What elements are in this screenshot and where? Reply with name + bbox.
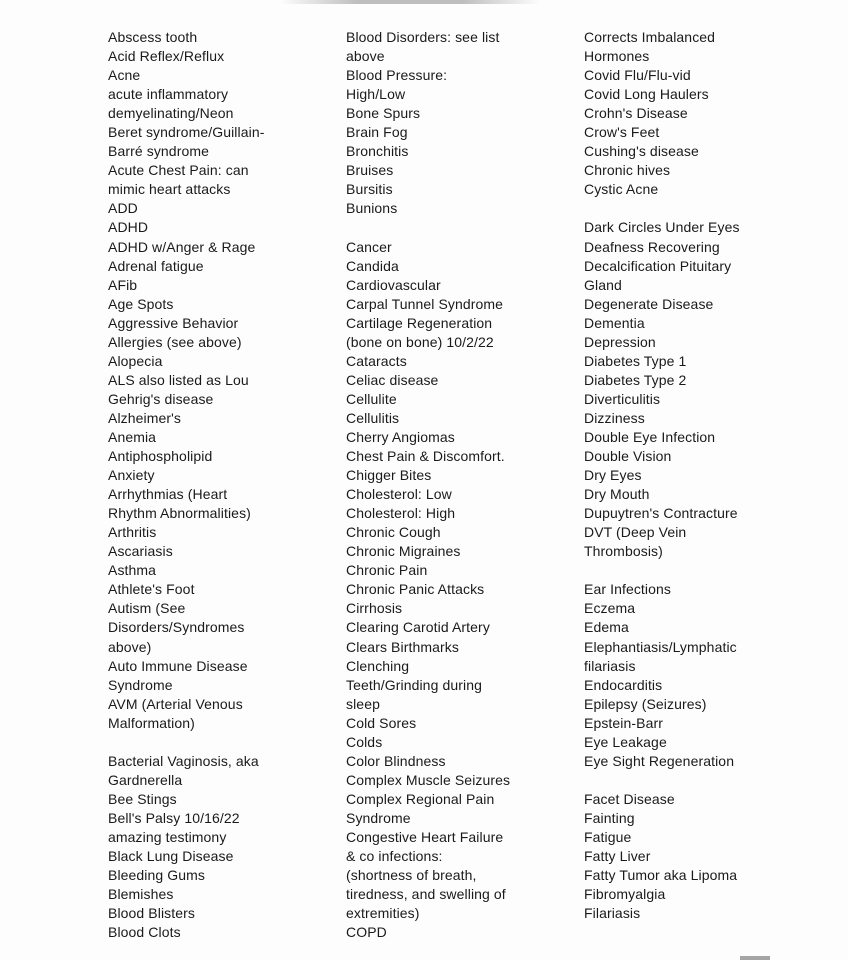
- condition-list-item: Chronic hives: [584, 162, 671, 179]
- condition-list-item: Cushing's disease: [584, 143, 699, 160]
- condition-list-item: Rhythm Abnormalities): [108, 505, 251, 522]
- condition-list-item: Syndrome: [346, 809, 411, 826]
- condition-list-item: Auto Immune Disease: [108, 657, 248, 674]
- condition-list-item: Cholesterol: High: [346, 505, 456, 522]
- condition-list-item: Anxiety: [108, 467, 155, 484]
- condition-list-item: AVM (Arterial Venous: [108, 695, 243, 712]
- condition-list-item: Malformation): [108, 714, 195, 731]
- condition-list-item: Clears Birthmarks: [346, 638, 459, 655]
- section-spacer: [584, 771, 824, 790]
- condition-list-item: Corrects Imbalanced: [584, 29, 716, 45]
- condition-list-item: extremities): [346, 905, 420, 922]
- condition-list-item: Cherry Angiomas: [346, 428, 455, 445]
- condition-list-item: Dark Circles Under Eyes: [584, 219, 740, 236]
- condition-list-item: Bruises: [346, 162, 394, 179]
- condition-list-item: Cellulitis: [346, 409, 400, 426]
- condition-list-item: Colds: [346, 733, 383, 750]
- condition-list-item: Bursitis: [346, 181, 393, 198]
- condition-list-item: Hormones: [584, 48, 650, 65]
- condition-list-item: Edema: [584, 619, 629, 636]
- condition-list-item: ALS also listed as Lou: [108, 371, 249, 388]
- condition-list-item: Cataracts: [346, 352, 407, 369]
- condition-list-item: Dry Eyes: [584, 467, 642, 484]
- condition-list-item: Fatty Tumor aka Lipoma: [584, 867, 738, 884]
- condition-list-item: Alopecia: [108, 352, 163, 369]
- condition-list-item: (bone on bone) 10/2/22: [346, 333, 494, 350]
- condition-list-item: Bone Spurs: [346, 105, 421, 122]
- column-b-list: [346, 28, 561, 942]
- condition-list-item: Bell's Palsy 10/16/22: [108, 809, 240, 826]
- condition-list-item: Endocarditis: [584, 676, 663, 693]
- condition-list-item: demyelinating/Neon: [108, 105, 234, 122]
- condition-list-item: Disorders/Syndromes: [108, 619, 245, 636]
- condition-list-item: AFib: [108, 276, 138, 293]
- condition-list-item: Bacterial Vaginosis, aka: [108, 752, 259, 769]
- condition-list-item: High/Low: [346, 86, 406, 103]
- condition-list-item: Clearing Carotid Artery: [346, 619, 490, 636]
- condition-list-item: Athlete's Foot: [108, 581, 195, 598]
- scan-edge-mark: [280, 0, 540, 4]
- condition-list-item: Beret syndrome/Guillain-: [108, 124, 265, 141]
- condition-list-item: Ear Infections: [584, 581, 671, 598]
- condition-list-item: Arrhythmias (Heart: [108, 486, 228, 503]
- condition-list-item: Dizziness: [584, 409, 645, 426]
- section-spacer: [108, 733, 318, 752]
- condition-list-item: Candida: [346, 257, 399, 274]
- condition-list-item: Acute Chest Pain: can: [108, 162, 249, 179]
- condition-list-item: Cellulite: [346, 390, 397, 407]
- condition-list-item: Adrenal fatigue: [108, 257, 204, 274]
- condition-list-item: Gardnerella: [108, 771, 183, 788]
- condition-list-item: Acne: [108, 67, 141, 84]
- condition-list-item: Dry Mouth: [584, 486, 650, 503]
- condition-list-item: Aggressive Behavior: [108, 314, 239, 331]
- section-spacer: [584, 199, 824, 218]
- condition-list-item: Double Eye Infection: [584, 428, 716, 445]
- condition-list-item: Chest Pain & Discomfort.: [346, 448, 505, 465]
- condition-list-item: Brain Fog: [346, 124, 408, 141]
- condition-list-item: ADHD w/Anger & Rage: [108, 238, 256, 255]
- condition-list-item: DVT (Deep Vein: [584, 524, 687, 541]
- condition-list-item: Bleeding Gums: [108, 867, 206, 884]
- condition-list-item: Cardiovascular: [346, 276, 441, 293]
- condition-list-item: mimic heart attacks: [108, 181, 231, 198]
- condition-list-item: sleep: [346, 695, 380, 712]
- condition-list-item: Double Vision: [584, 448, 672, 465]
- condition-list-item: Depression: [584, 333, 656, 350]
- condition-list-item: Chronic Migraines: [346, 543, 461, 560]
- condition-list-item: Color Blindness: [346, 752, 446, 769]
- condition-list-item: Allergies (see above): [108, 333, 242, 350]
- condition-list-item: COPD: [346, 924, 387, 941]
- condition-list-item: Crohn's Disease: [584, 105, 688, 122]
- condition-list-item: Teeth/Grinding during: [346, 676, 482, 693]
- condition-list-item: Cholesterol: Low: [346, 486, 452, 503]
- condition-list-item: above): [108, 638, 152, 655]
- condition-list-item: Arthritis: [108, 524, 157, 541]
- condition-list-item: Fatty Liver: [584, 848, 651, 865]
- condition-list-item: Filariasis: [584, 905, 641, 922]
- condition-list-item: Eczema: [584, 600, 636, 617]
- condition-list-item: amazing testimony: [108, 828, 227, 845]
- condition-list-item: Diabetes Type 2: [584, 371, 687, 388]
- condition-list-item: ADHD: [108, 219, 149, 236]
- condition-list-item: Cartilage Regeneration: [346, 314, 493, 331]
- condition-list-item: Epilepsy (Seizures): [584, 695, 707, 712]
- condition-list-item: Blood Clots: [108, 924, 181, 941]
- condition-list-item: Antiphospholipid: [108, 448, 213, 465]
- condition-list-item: Abscess tooth: [108, 29, 198, 45]
- condition-list-item: Congestive Heart Failure: [346, 828, 504, 845]
- condition-list-item: Autism (See: [108, 600, 186, 617]
- condition-list-item: Acid Reflex/Reflux: [108, 48, 225, 65]
- condition-list-item: Clenching: [346, 657, 410, 674]
- condition-list-item: Asthma: [108, 562, 157, 579]
- condition-list-item: & co infections:: [346, 848, 443, 865]
- condition-list-item: Elephantiasis/Lymphatic: [584, 638, 737, 655]
- condition-list-item: Cirrhosis: [346, 600, 403, 617]
- condition-list-item: Alzheimer's: [108, 409, 182, 426]
- condition-list-item: Anemia: [108, 428, 157, 445]
- condition-list-item: Chronic Pain: [346, 562, 428, 579]
- condition-list-item: Age Spots: [108, 295, 174, 312]
- condition-list-item: Black Lung Disease: [108, 848, 234, 865]
- condition-list-item: Blood Pressure:: [346, 67, 448, 84]
- condition-list-item: Decalcification Pituitary: [584, 257, 732, 274]
- condition-list-item: tiredness, and swelling of: [346, 886, 506, 903]
- condition-list-item: Cancer: [346, 238, 392, 255]
- condition-list-item: Crow's Feet: [584, 124, 660, 141]
- condition-list-item: Diabetes Type 1: [584, 352, 687, 369]
- condition-list-item: Epstein-Barr: [584, 714, 664, 731]
- condition-list-item: Eye Sight Regeneration: [584, 752, 735, 769]
- scan-edge-mark-bottom: [740, 956, 770, 960]
- condition-list-item: Cold Sores: [346, 714, 417, 731]
- condition-list-item: Blemishes: [108, 886, 174, 903]
- condition-list-item: (shortness of breath,: [346, 867, 477, 884]
- condition-list-item: Complex Regional Pain: [346, 790, 495, 807]
- condition-list-item: Thrombosis): [584, 543, 663, 560]
- condition-list-item: Fatigue: [584, 828, 632, 845]
- condition-list-item: Deafness Recovering: [584, 238, 720, 255]
- condition-list-item: Covid Flu/Flu-vid: [584, 67, 691, 84]
- condition-list-item: Barré syndrome: [108, 143, 209, 160]
- condition-list-item: Blood Disorders: see list: [346, 29, 500, 45]
- condition-list-item: Ascariasis: [108, 543, 173, 560]
- condition-list-item: filariasis: [584, 657, 636, 674]
- section-spacer: [584, 561, 824, 580]
- condition-list-item: Carpal Tunnel Syndrome: [346, 295, 504, 312]
- condition-list-item: Cystic Acne: [584, 181, 659, 198]
- condition-list-item: Dupuytren's Contracture: [584, 505, 738, 522]
- condition-list-item: Diverticulitis: [584, 390, 661, 407]
- section-spacer: [346, 218, 561, 237]
- condition-list-item: Chigger Bites: [346, 467, 432, 484]
- condition-list-item: Bronchitis: [346, 143, 409, 160]
- condition-list-item: Facet Disease: [584, 790, 675, 807]
- column-c-list: [584, 28, 824, 923]
- condition-list-item: Fibromyalgia: [584, 886, 666, 903]
- condition-list-item: Gehrig's disease: [108, 390, 214, 407]
- condition-list-item: Blood Blisters: [108, 905, 195, 922]
- condition-list-item: Syndrome: [108, 676, 173, 693]
- condition-list-item: acute inflammatory: [108, 86, 229, 103]
- condition-list-item: Bee Stings: [108, 790, 177, 807]
- condition-list-item: Complex Muscle Seizures: [346, 771, 511, 788]
- condition-list-item: Celiac disease: [346, 371, 439, 388]
- condition-list-item: Eye Leakage: [584, 733, 667, 750]
- condition-list-item: Degenerate Disease: [584, 295, 714, 312]
- condition-list-item: Bunions: [346, 200, 398, 217]
- condition-list-item: Chronic Cough: [346, 524, 441, 541]
- condition-list-item: Covid Long Haulers: [584, 86, 709, 103]
- condition-list-item: ADD: [108, 200, 138, 217]
- condition-list-item: Chronic Panic Attacks: [346, 581, 485, 598]
- column-a-list: [108, 28, 318, 942]
- condition-list-item: Fainting: [584, 809, 635, 826]
- condition-list-item: above: [346, 48, 385, 65]
- condition-list-item: Dementia: [584, 314, 645, 331]
- condition-list-item: Gland: [584, 276, 622, 293]
